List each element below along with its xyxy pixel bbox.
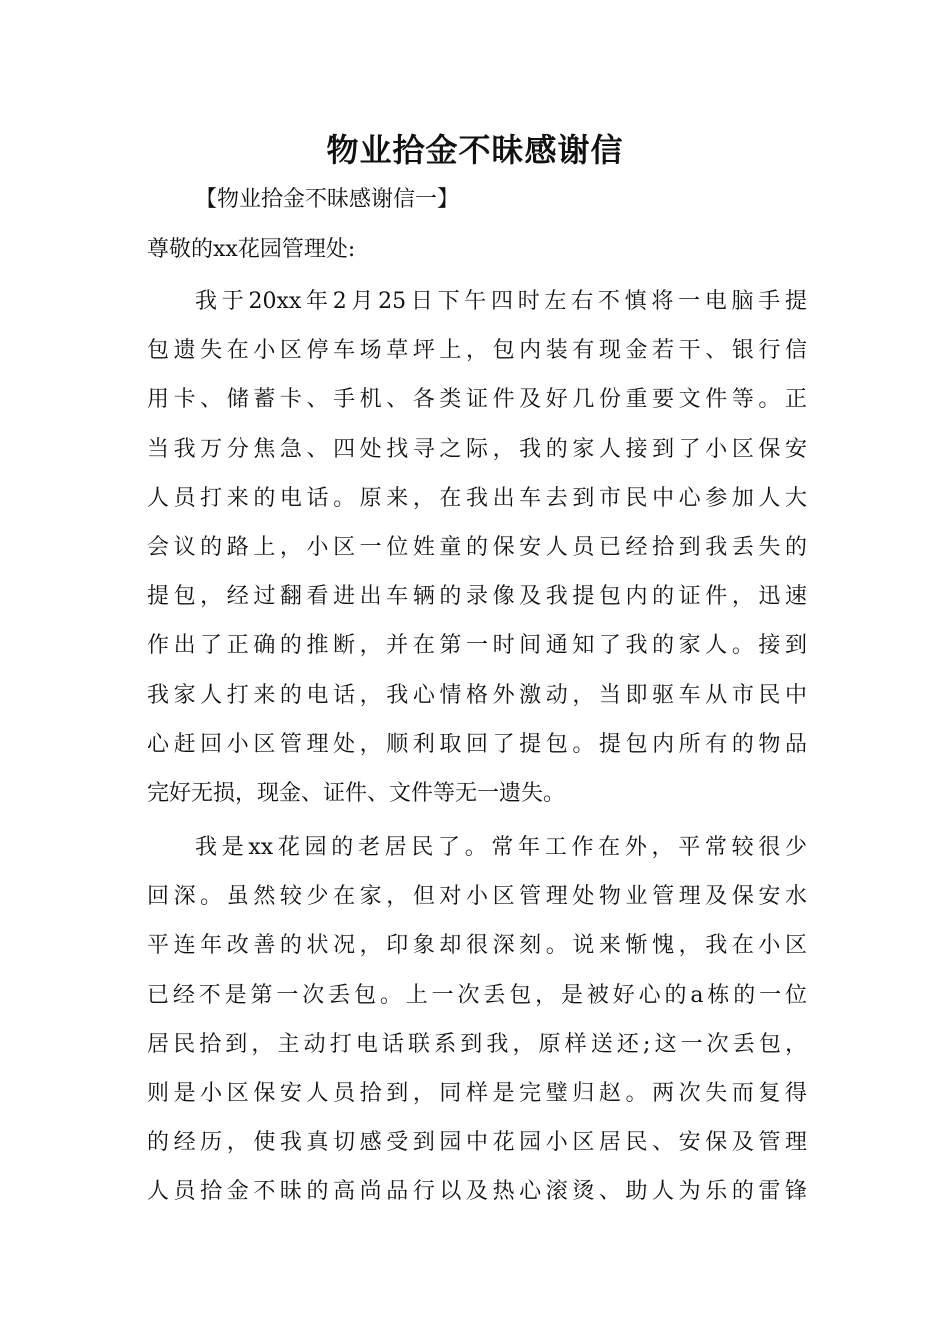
paragraph-line: 则是小区保安人员拾到，同样是完璧归赵。两次失而复得: [147, 1080, 807, 1106]
paragraph-line: 居民拾到，主动打电话联系到我，原样送还;这一次丢包，: [147, 1031, 807, 1057]
salutation: 尊敬的xx花园管理处:: [147, 237, 356, 262]
paragraph-line: 当我万分焦急、四处找寻之际，我的家人接到了小区保安: [147, 436, 807, 462]
paragraph-line: 我家人打来的电话，我心情格外激动，当即驱车从市民中: [147, 682, 807, 708]
paragraph-line: 完好无损，现金、证件、文件等无一遗失。: [147, 780, 566, 806]
paragraph-line: 会议的路上，小区一位姓童的保安人员已经拾到我丢失的: [147, 534, 807, 560]
paragraph-line: 心赶回小区管理处，顺利取回了提包。提包内所有的物品: [147, 731, 807, 757]
paragraph-line: 回深。虽然较少在家，但对小区管理处物业管理及保安水: [147, 884, 807, 910]
paragraph-1: [147, 277, 807, 818]
paragraph-line: 的经历，使我真切感受到园中花园小区居民、安保及管理: [147, 1130, 807, 1156]
document-title: 物业拾金不昧感谢信: [326, 131, 624, 169]
paragraph-line: 人员打来的电话。原来，在我出车去到市民中心参加人大: [147, 485, 807, 511]
paragraph-line: 我是xx花园的老居民了。常年工作在外，平常较很少: [195, 835, 807, 860]
paragraph-line: 已经不是第一次丢包。上一次丢包，是被好心的a栋的一位: [147, 982, 807, 1008]
paragraph-line: 平连年改善的状况，印象却很深刻。说来惭愧，我在小区: [147, 933, 807, 959]
paragraph-line: 提包，经过翻看进出车辆的录像及我提包内的证件，迅速: [147, 584, 807, 610]
paragraph-2: [147, 823, 807, 1217]
paragraph-line: 用卡、储蓄卡、手机、各类证件及好几份重要文件等。正: [147, 387, 807, 413]
paragraph-line: 人员拾金不昧的高尚品行以及热心滚烫、助人为乐的雷锋: [147, 1179, 807, 1205]
document-subtitle: 【物业拾金不昧感谢信一】: [195, 187, 460, 212]
paragraph-line: 包遗失在小区停车场草坪上，包内装有现金若干、银行信: [147, 338, 807, 364]
paragraph-line: 我于20xx年2月25日下午四时左右不慎将一电脑手提: [195, 289, 807, 314]
paragraph-line: 作出了正确的推断，并在第一时间通知了我的家人。接到: [147, 633, 807, 659]
